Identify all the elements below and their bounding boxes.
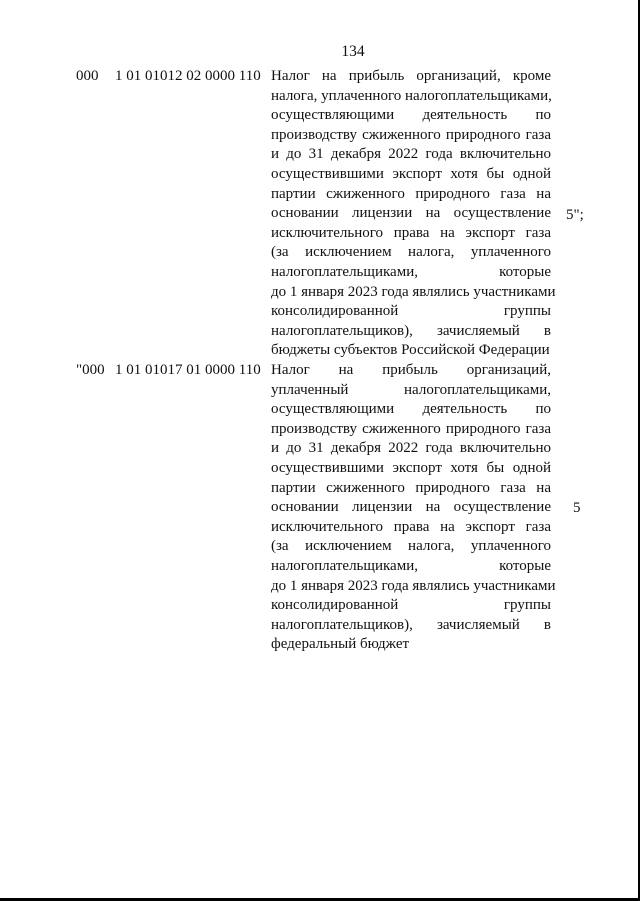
description-line: налогоплательщиками, которые <box>271 557 551 574</box>
description-line: консолидированной группы <box>271 597 551 614</box>
description-line: партии сжиженного природного газа на <box>271 185 551 202</box>
budget-classification-code: 1 01 01017 01 0000 110 <box>115 362 261 378</box>
page-number: 134 <box>341 43 365 60</box>
description-line: осуществившими экспорт хотя бы одной <box>271 459 551 476</box>
budget-classification-code: 1 01 01012 02 0000 110 <box>115 68 261 84</box>
description-line: налога, уплаченного налогоплательщиками, <box>271 87 552 104</box>
description-line: налогоплательщиков), зачисляемый в <box>271 616 551 633</box>
description-line: налогоплательщиков), зачисляемый в <box>271 322 551 339</box>
description-line: основании лицензии на осуществление <box>271 205 551 222</box>
description-line: Налог на прибыль организаций, <box>271 362 551 378</box>
description-line: Налог на прибыль организаций, кроме <box>271 68 551 84</box>
admin-code: "000 <box>76 362 105 378</box>
description-line: до 1 января 2023 года являлись участниками <box>271 577 556 594</box>
description-line: до 1 января 2023 года являлись участниками <box>271 283 556 300</box>
description-line: основании лицензии на осуществление <box>271 499 551 516</box>
description-line: исключительного права на экспорт газа <box>271 518 551 535</box>
description-line: налогоплательщиками, которые <box>271 263 551 280</box>
description-line: уплаченный налогоплательщиками, <box>271 381 551 398</box>
description-line: осуществляющими деятельность по <box>271 107 551 124</box>
description-line: осуществившими экспорт хотя бы одной <box>271 165 551 182</box>
admin-code: 000 <box>76 68 99 84</box>
description-line: производству сжиженного природного газа <box>271 126 551 143</box>
description-line: производству сжиженного природного газа <box>271 420 551 437</box>
description-line: федеральный бюджет <box>271 636 410 653</box>
norm-value: 5 <box>573 500 581 516</box>
description-line: и до 31 декабря 2022 года включительно <box>271 440 551 457</box>
description-line: осуществляющими деятельность по <box>271 401 551 418</box>
description-line: партии сжиженного природного газа на <box>271 479 551 496</box>
description-line: и до 31 декабря 2022 года включительно <box>271 146 551 163</box>
norm-value: 5"; <box>566 207 584 223</box>
description-line: (за исключением налога, уплаченного <box>271 244 551 261</box>
description-line: консолидированной группы <box>271 303 551 320</box>
income-description <box>271 67 556 361</box>
income-description <box>271 361 556 655</box>
description-line: (за исключением налога, уплаченного <box>271 538 551 555</box>
description-line: бюджеты субъектов Российской Федерации <box>271 342 550 359</box>
description-line: исключительного права на экспорт газа <box>271 224 551 241</box>
